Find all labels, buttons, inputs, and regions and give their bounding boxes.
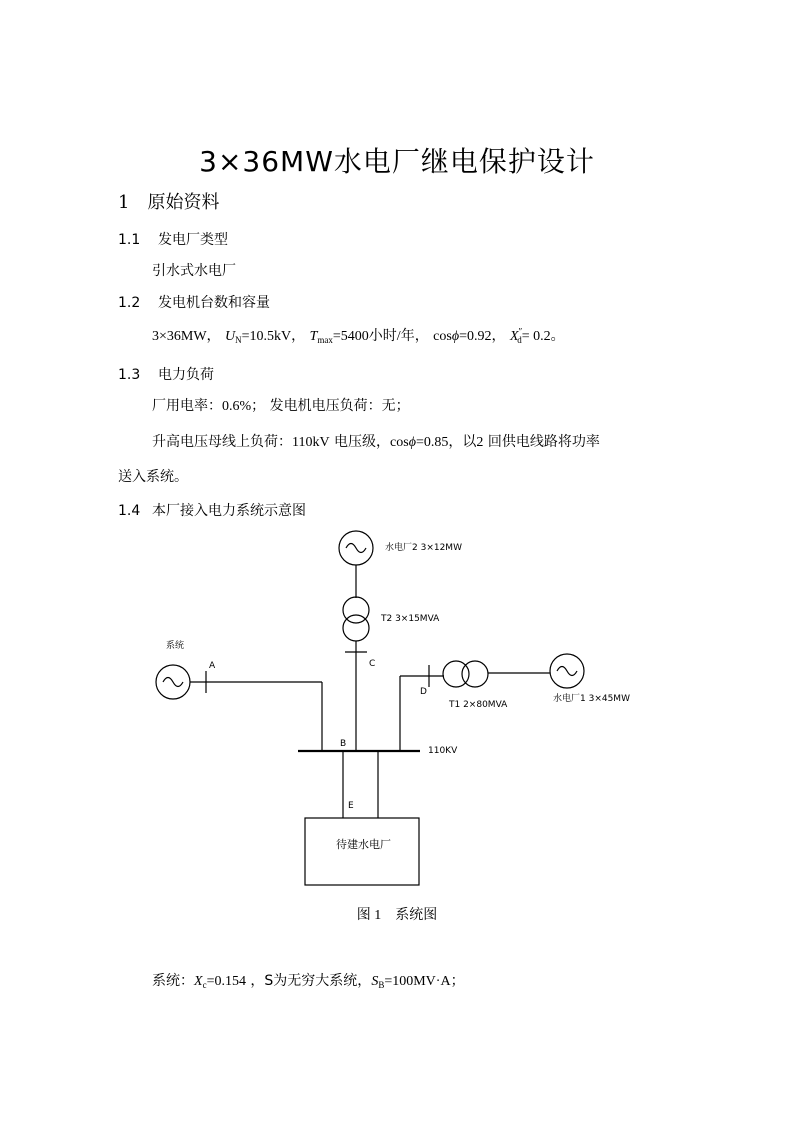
- section-number: 1.3: [118, 367, 141, 383]
- load-line-3: 送入系统。: [118, 469, 188, 485]
- xc-value: =0.154: [206, 974, 246, 989]
- hv-bus-load-label: 升高电压母线上负荷：: [152, 434, 292, 450]
- figure-title: 系统图: [395, 907, 438, 923]
- system-label: 系统：: [152, 973, 194, 989]
- voltage-level: 110kV: [292, 435, 330, 450]
- gen-voltage-load: ； 发电机电压负荷：无；: [251, 398, 410, 414]
- un-symbol: U: [225, 329, 236, 344]
- section-title: 本厂接入电力系统示意图: [152, 503, 306, 519]
- units-count: 3×36MW，: [152, 329, 221, 344]
- hydro1-label: 水电厂1 3×45MW: [553, 694, 630, 704]
- xd-value: = 0.2。: [521, 329, 565, 344]
- tmax-value: =5400小时/年，: [332, 329, 429, 344]
- page-title: 3×36MW水电厂继电保护设计: [199, 145, 595, 178]
- system-source-icon: [156, 665, 190, 699]
- aux-rate-value: 0.6%: [222, 399, 252, 414]
- section-number: 1.2: [118, 295, 141, 311]
- aux-rate-label: 厂用电率：: [152, 398, 222, 414]
- section-title: 发电机台数和容量: [158, 295, 270, 311]
- t1-transformer-icon: [443, 661, 488, 687]
- power-factor-value: =0.85: [415, 435, 449, 450]
- system-parameters: [152, 970, 465, 990]
- section-title: 发电厂类型: [158, 232, 228, 248]
- tmax-symbol: T: [309, 329, 318, 344]
- tmax-subscript: max: [317, 335, 333, 345]
- section-number: 1.1: [118, 232, 141, 248]
- sb-value: =100MV·A: [384, 974, 451, 989]
- hydro1-generator-icon: [550, 654, 584, 688]
- label-b: B: [340, 739, 347, 749]
- bus-label: 110KV: [428, 746, 458, 756]
- t2-label: T2 3×15MVA: [381, 614, 440, 624]
- label-c: C: [369, 659, 376, 669]
- voltage-level-suffix: 电压级，: [329, 434, 391, 450]
- line-count: 2: [476, 435, 484, 450]
- hydro2-generator-icon: [339, 531, 373, 565]
- section-title: 原始资料: [147, 192, 220, 213]
- sb-subscript: B: [378, 980, 385, 990]
- section-number: 1.4: [118, 503, 141, 519]
- label-e: E: [348, 801, 354, 811]
- xc-subscript: c: [202, 980, 207, 990]
- system-label: 系统: [166, 641, 185, 651]
- xc-symbol: X: [194, 974, 203, 989]
- t2-transformer-icon: [343, 597, 369, 641]
- plant-type-text: 引水式水电厂: [152, 263, 236, 279]
- xd-superscript: ″: [518, 326, 523, 337]
- line-count-suffix: 回供电线路将功率: [483, 434, 600, 450]
- infinite-system-text: ，S为无穷大系统，: [245, 973, 372, 989]
- label-a: A: [209, 661, 216, 671]
- cos-text: cos: [390, 435, 409, 450]
- cos-text: cos: [433, 329, 452, 344]
- xd-symbol: X: [509, 329, 519, 344]
- line-count-prefix: ，以: [448, 434, 477, 450]
- hydro2-label: 水电厂2 3×12MW: [385, 543, 462, 553]
- section-title: 电力负荷: [158, 367, 214, 383]
- phi-symbol: ϕ: [451, 329, 460, 344]
- sb-symbol: S: [371, 974, 379, 989]
- planned-plant-box: [305, 818, 419, 885]
- cos-value: =0.92，: [459, 329, 506, 344]
- semicolon: ；: [450, 973, 465, 989]
- label-d: D: [420, 687, 427, 697]
- un-value: =10.5kV，: [241, 329, 306, 344]
- section-number: 1: [118, 192, 130, 213]
- figure-number: 图 1: [356, 908, 382, 923]
- phi-symbol: ϕ: [408, 435, 416, 450]
- figure-caption: [0, 904, 794, 924]
- un-subscript: N: [235, 335, 242, 345]
- planned-plant-label: 待建水电厂: [336, 838, 391, 851]
- t1-label: T1 2×80MVA: [449, 700, 508, 710]
- xd-subscript: d: [517, 335, 522, 345]
